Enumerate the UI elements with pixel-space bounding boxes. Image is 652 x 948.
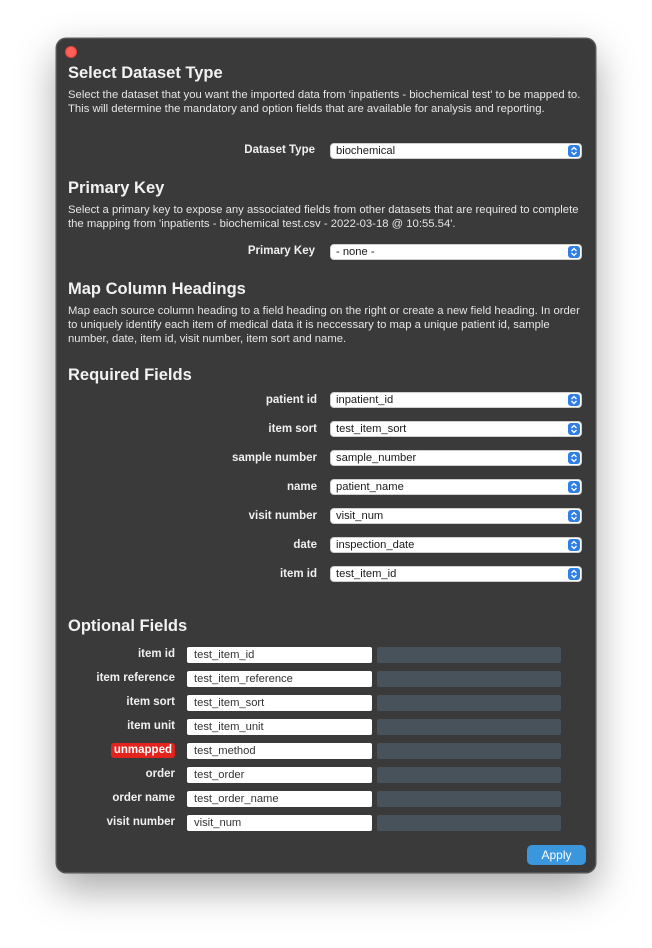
optional-label-order: order: [145, 768, 175, 780]
optional-target-item-id[interactable]: [377, 647, 561, 663]
primary-key-popup[interactable]: [330, 244, 582, 260]
required-label-item-sort: item sort: [268, 423, 317, 435]
required-popup-name[interactable]: [330, 479, 582, 495]
optional-label-visit-number: visit number: [106, 816, 175, 828]
optional-target-item-sort[interactable]: [377, 695, 561, 711]
required-popup-date[interactable]: [330, 537, 582, 553]
close-button[interactable]: [65, 46, 77, 58]
optional-target-test-method[interactable]: [377, 743, 561, 759]
required-value: sample_number: [336, 452, 417, 464]
optional-label-item-id: item id: [137, 648, 175, 660]
chevron-updown-icon: [568, 568, 580, 580]
required-label-patient-id: patient id: [265, 394, 317, 406]
chevron-updown-icon: [568, 145, 580, 157]
dataset-title: Select Dataset Type: [68, 64, 223, 82]
map-headings-description: Map each source column heading to a field heading on the right or create a new field heading. In order to uniquely identify each item of medical data it is neccessary to map a unique patient id, sample number, date, item id, visit number, item sort and name.: [68, 305, 580, 345]
optional-label-item-unit: item unit: [127, 720, 175, 732]
optional-field-item-reference[interactable]: test_item_reference: [187, 671, 372, 687]
primary-key-title: Primary Key: [68, 179, 165, 197]
map-headings-title: Map Column Headings: [68, 280, 246, 298]
required-label-sample-number: sample number: [232, 452, 317, 464]
dataset-type-label: Dataset Type: [244, 144, 315, 156]
optional-target-item-reference[interactable]: [377, 671, 561, 687]
optional-field-item-unit[interactable]: test_item_unit: [187, 719, 372, 735]
required-label-item-id: item id: [279, 568, 317, 580]
optional-label-item-reference: item reference: [96, 672, 175, 684]
primary-key-value: - none -: [336, 246, 375, 258]
chevron-updown-icon: [568, 510, 580, 522]
chevron-updown-icon: [568, 539, 580, 551]
chevron-updown-icon: [568, 246, 580, 258]
required-value: test_item_sort: [336, 423, 407, 435]
required-label-name: name: [286, 481, 317, 493]
required-value: visit_num: [336, 510, 384, 522]
chevron-updown-icon: [568, 423, 580, 435]
required-value: inpatient_id: [336, 394, 394, 406]
required-value: inspection_date: [336, 539, 415, 551]
dataset-description: Select the dataset that you want the imported data from 'inpatients - biochemical test' to be mapped to. This will determine the mandatory and option fields that are available for analysis and reporting.: [68, 89, 581, 115]
optional-target-item-unit[interactable]: [377, 719, 561, 735]
required-popup-sample-number[interactable]: [330, 450, 582, 466]
chevron-updown-icon: [568, 394, 580, 406]
optional-field-item-id[interactable]: test_item_id: [187, 647, 372, 663]
dataset-type-value: biochemical: [336, 145, 396, 157]
mapping-window: [56, 38, 596, 873]
optional-target-visit-number[interactable]: [377, 815, 561, 831]
required-value: test_item_id: [336, 568, 397, 580]
primary-key-label: Primary Key: [247, 245, 315, 257]
optional-field-item-sort[interactable]: test_item_sort: [187, 695, 372, 711]
optional-label-item-sort: item sort: [126, 696, 175, 708]
optional-field-test-method[interactable]: test_method: [187, 743, 372, 759]
required-fields-title: Required Fields: [68, 366, 192, 384]
optional-target-order[interactable]: [377, 767, 561, 783]
dataset-type-popup[interactable]: [330, 143, 582, 159]
chevron-updown-icon: [568, 481, 580, 493]
optional-field-visit-number[interactable]: visit_num: [187, 815, 372, 831]
unmapped-badge: unmapped: [111, 743, 175, 758]
primary-key-description: Select a primary key to expose any associated fields from other datasets that are required to complete the mapping from 'inpatients - biochemical test.csv - 2022-03-18 @ 10:55.54'.: [68, 204, 579, 230]
optional-target-order-name[interactable]: [377, 791, 561, 807]
apply-button[interactable]: Apply: [527, 845, 586, 865]
optional-field-order-name[interactable]: test_order_name: [187, 791, 372, 807]
optional-label-order-name: order name: [112, 792, 175, 804]
optional-field-order[interactable]: test_order: [187, 767, 372, 783]
required-popup-visit-number[interactable]: [330, 508, 582, 524]
chevron-updown-icon: [568, 452, 580, 464]
optional-fields-title: Optional Fields: [68, 617, 188, 635]
required-value: patient_name: [336, 481, 404, 493]
required-popup-item-sort[interactable]: [330, 421, 582, 437]
required-popup-patient-id[interactable]: [330, 392, 582, 408]
required-label-visit-number: visit number: [248, 510, 317, 522]
required-popup-item-id[interactable]: [330, 566, 582, 582]
required-label-date: date: [293, 539, 317, 551]
